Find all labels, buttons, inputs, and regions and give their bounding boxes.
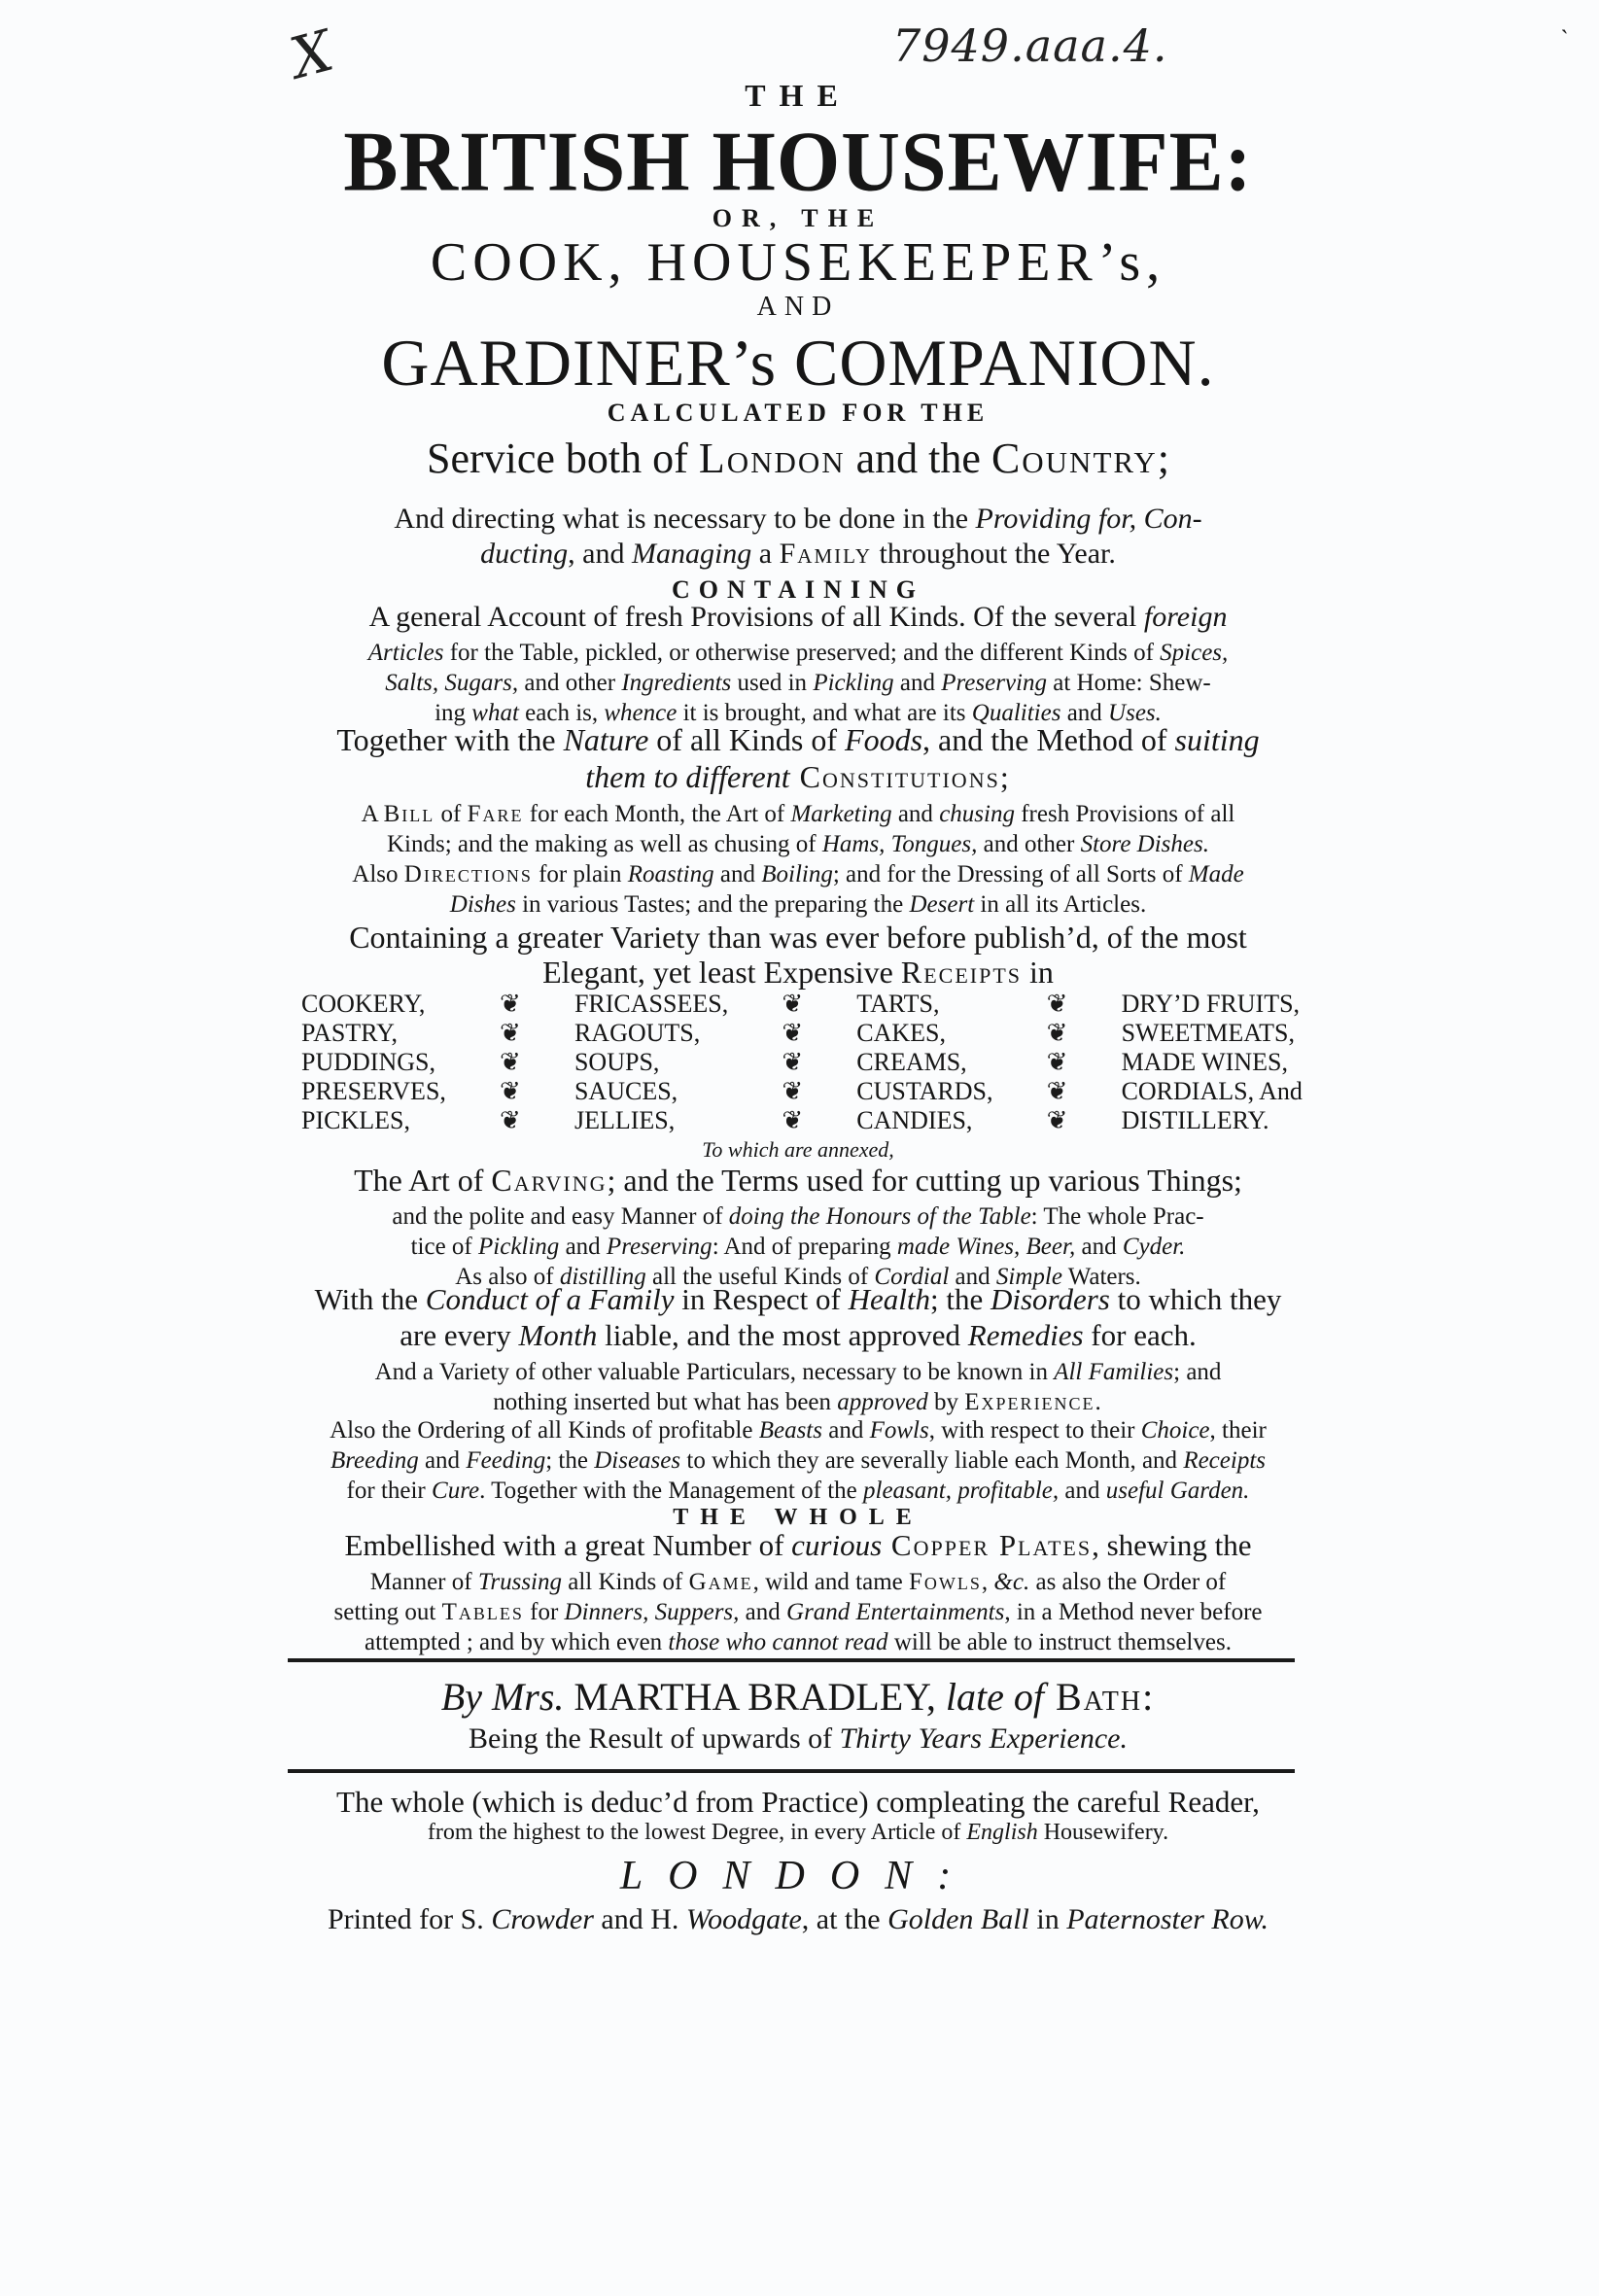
paragraph-line — [282, 1232, 1314, 1262]
text: Beasts — [758, 1417, 822, 1444]
text: for — [523, 1599, 565, 1625]
the-whole-heading: THE WHOLE — [673, 1505, 923, 1530]
recipe-item: CUSTARDS, — [856, 1077, 993, 1105]
variety-paragraph — [282, 1357, 1314, 1417]
text: As also of — [455, 1264, 560, 1290]
text: Articles — [367, 640, 444, 666]
recipe-item: FRICASSEES, — [574, 990, 729, 1018]
recipe-item: CAKES, — [856, 1019, 947, 1047]
text: throughout the Year. — [872, 538, 1116, 570]
title-cook: COOK, HOUSEKEEPER’s, — [430, 232, 1166, 293]
text: for their — [346, 1478, 433, 1504]
paragraph-line — [282, 829, 1314, 859]
text: Crowder — [491, 1903, 594, 1935]
text: attempted ; and by which even — [365, 1629, 669, 1655]
text: will be able to instruct themselves. — [887, 1629, 1232, 1655]
text: Embellished with a great Number of — [344, 1528, 792, 1562]
text: by — [927, 1389, 965, 1415]
paragraph-line — [282, 638, 1314, 668]
text: , — [981, 1569, 994, 1595]
title-or-the: OR, THE — [712, 204, 885, 232]
text: for plain — [532, 861, 628, 887]
text: Tables — [441, 1599, 524, 1625]
paragraph-line — [282, 1627, 1314, 1657]
text: in various Tastes; and the preparing the — [515, 891, 910, 918]
text: curious — [791, 1528, 883, 1562]
text: Feeding — [466, 1447, 546, 1474]
text: nothing inserted but what has been — [493, 1389, 838, 1415]
text: in all its Articles. — [974, 891, 1147, 918]
fleuron-icon: ❦ — [500, 990, 521, 1018]
text: and — [1060, 700, 1109, 726]
recipe-item: DISTILLERY. — [1121, 1106, 1269, 1134]
together-paragraph — [282, 721, 1314, 795]
paragraph-line — [282, 721, 1314, 758]
text: liable, and the most approved — [597, 1318, 968, 1352]
text: ; the — [929, 1282, 991, 1316]
text: Paternoster Row. — [1066, 1903, 1269, 1935]
text: Bath: — [1043, 1675, 1156, 1719]
text: Remedies — [967, 1318, 1084, 1352]
text: Experience. — [964, 1389, 1103, 1415]
text: doing the Honours of the Table — [728, 1203, 1031, 1230]
text: Country — [991, 435, 1158, 482]
text: Made — [1188, 861, 1244, 887]
text: of — [435, 801, 468, 827]
text: and other — [977, 831, 1081, 857]
containing-heading: CONTAINING — [672, 575, 924, 604]
text: tice of — [410, 1234, 478, 1260]
paragraph-line — [282, 1387, 1314, 1417]
text: Roasting — [627, 861, 714, 887]
paragraph-line — [282, 1597, 1314, 1627]
text: Thirty Years Experience. — [839, 1722, 1128, 1755]
recipe-item: RAGOUTS, — [574, 1019, 701, 1047]
recipe-item: SAUCES, — [574, 1077, 678, 1105]
text: Receipts — [1183, 1447, 1266, 1474]
fleuron-icon: ❦ — [500, 1077, 521, 1105]
text: from the highest to the lowest Degree, in every Article of — [427, 1820, 967, 1845]
text: used in — [731, 670, 814, 696]
text: Uses. — [1108, 700, 1162, 726]
recipe-item: JELLIES, — [574, 1106, 676, 1134]
text: made Wines, Beer, — [896, 1234, 1076, 1260]
handwritten-tick: ˎ — [1560, 6, 1569, 35]
paragraph-line — [282, 1201, 1314, 1232]
fleuron-icon: ❦ — [1046, 990, 1068, 1018]
recipe-item: PUDDINGS, — [301, 1048, 435, 1076]
paragraph-line — [282, 955, 1314, 990]
text: By Mrs. — [440, 1675, 565, 1719]
text: Nature — [563, 722, 649, 757]
text: Service both of — [427, 435, 699, 482]
fleuron-icon: ❦ — [500, 1048, 521, 1076]
embellished-paragraph — [282, 1567, 1314, 1657]
text: Conduct of a Family — [425, 1282, 675, 1316]
text: A — [361, 801, 384, 827]
experience-line — [282, 1722, 1314, 1756]
text: of all Kinds of — [648, 722, 846, 757]
text: Simple — [995, 1264, 1062, 1290]
text: a — [751, 538, 780, 570]
text: Dinners, Suppers, — [564, 1599, 740, 1625]
text: Spices, — [1160, 640, 1229, 666]
recipe-item: PICKLES, — [301, 1106, 410, 1134]
general-account-line — [282, 601, 1314, 634]
paragraph-line — [282, 1281, 1314, 1317]
imprint-place: LONDON: — [619, 1854, 977, 1898]
text: Printed for S. — [327, 1903, 492, 1935]
text: Golden Ball — [887, 1903, 1029, 1935]
text: Breeding — [330, 1447, 419, 1474]
recipe-column — [856, 990, 992, 1135]
text: in — [1028, 1903, 1067, 1935]
carving-line — [282, 1163, 1314, 1199]
text: Cyder. — [1122, 1234, 1186, 1260]
text: Carving — [491, 1163, 608, 1198]
text: whence — [604, 700, 678, 726]
housewifery-line — [282, 1820, 1314, 1846]
paragraph-line — [282, 859, 1314, 889]
paragraph-line — [282, 1476, 1314, 1506]
text: what — [471, 700, 519, 726]
handwritten-shelfmark: 7949.aaa.4. — [892, 19, 1168, 72]
text: and — [949, 1264, 996, 1290]
text: Also — [352, 861, 404, 887]
text: all Kinds of — [562, 1569, 689, 1595]
text: Directions — [403, 861, 533, 887]
text: Pickling — [813, 670, 894, 696]
text: Managing — [631, 538, 752, 570]
text: to which they — [1109, 1282, 1282, 1316]
paragraph-line — [282, 1357, 1314, 1387]
fleuron-icon: ❦ — [782, 990, 804, 1018]
text: and — [893, 670, 942, 696]
paragraph-line — [282, 668, 1314, 698]
text: and — [891, 801, 940, 827]
text: and — [1059, 1478, 1106, 1504]
text: approved — [837, 1389, 928, 1415]
text: ducting — [480, 538, 569, 570]
text: Marketing — [790, 801, 892, 827]
text: Constitutions; — [789, 759, 1011, 794]
text: , and the Method of — [922, 722, 1175, 757]
text: Game — [688, 1569, 753, 1595]
recipe-column — [574, 990, 728, 1135]
text: are every — [400, 1318, 519, 1352]
text: All Families — [1054, 1359, 1174, 1385]
text: for the Table, pickled, or otherwise preserved; and the different Kinds of — [443, 640, 1161, 666]
paragraph-line — [282, 1567, 1314, 1597]
paragraph-line — [282, 1415, 1314, 1445]
paragraph-line — [282, 537, 1314, 572]
text: fresh Provisions of all — [1014, 801, 1235, 827]
text: for each. — [1083, 1318, 1197, 1352]
text: and other — [518, 670, 622, 696]
text: ; — [1157, 435, 1169, 482]
text: to which they are severally liable each Month, and — [680, 1447, 1184, 1474]
text: The Art of — [354, 1163, 492, 1198]
fleuron-icon: ❦ — [782, 1019, 804, 1047]
text: them to different — [585, 759, 790, 794]
text: late of — [945, 1675, 1044, 1719]
text: : And of preparing — [712, 1234, 897, 1260]
text: and — [713, 861, 762, 887]
annexed-line: To which are annexed, — [702, 1137, 894, 1162]
service-line — [282, 434, 1314, 483]
recipe-item: SWEETMEATS, — [1121, 1019, 1295, 1047]
text: it is brought, and what are its — [677, 700, 972, 726]
text: pleasant, profitable, — [863, 1478, 1060, 1504]
text: useful Garden. — [1105, 1478, 1250, 1504]
fleuron-icon: ❦ — [782, 1077, 804, 1105]
text: Manner of — [369, 1569, 478, 1595]
text: Disorders — [990, 1282, 1110, 1316]
recipe-item: CANDIES, — [856, 1106, 973, 1134]
paragraph-line — [282, 799, 1314, 829]
text: Copper Plates — [882, 1528, 1093, 1562]
text: Month — [518, 1318, 598, 1352]
recipe-item: DRY’D FRUITS, — [1121, 990, 1301, 1018]
text: Also the Ordering of all Kinds of profitable — [330, 1417, 759, 1444]
text: all the useful Kinds of — [645, 1264, 875, 1290]
recipe-item: COOKERY, — [301, 990, 426, 1018]
text: in — [1022, 955, 1054, 990]
text: Pickling — [478, 1234, 560, 1260]
recipe-item: MADE WINES, — [1121, 1048, 1288, 1076]
text: ; the — [545, 1447, 595, 1474]
text: Grand Entertainments — [786, 1599, 1005, 1625]
text: ; and the Terms used for cutting up various Things; — [607, 1163, 1242, 1198]
fleuron-ornament-column — [496, 990, 525, 1135]
recipe-item: CORDIALS, And — [1121, 1077, 1303, 1105]
text: Choice — [1140, 1417, 1210, 1444]
text: Boiling — [761, 861, 833, 887]
divider-rule — [288, 1769, 1295, 1773]
text: London — [698, 435, 846, 482]
text: Health — [848, 1282, 930, 1316]
text: : The whole Prac- — [1030, 1203, 1204, 1230]
text: ; and — [1173, 1359, 1222, 1385]
fleuron-icon: ❦ — [500, 1106, 521, 1134]
text: English — [966, 1820, 1038, 1845]
text: foreign — [1143, 601, 1228, 633]
text: and — [418, 1447, 467, 1474]
containing-variety-paragraph — [282, 920, 1314, 990]
fleuron-icon: ❦ — [782, 1048, 804, 1076]
fleuron-icon: ❦ — [1046, 1106, 1068, 1134]
calculated-heading: CALCULATED FOR THE — [607, 399, 990, 427]
recipe-item: TARTS, — [856, 990, 940, 1018]
text: And a Variety of other valuable Particulars, necessary to be known in — [374, 1359, 1055, 1385]
paragraph-line — [282, 758, 1314, 795]
fleuron-icon: ❦ — [1046, 1077, 1068, 1105]
text: Cordial — [874, 1264, 950, 1290]
text: , at the — [801, 1903, 888, 1935]
text: Fare — [467, 801, 524, 827]
recipe-column — [301, 990, 446, 1135]
text: chusing — [939, 801, 1015, 827]
text: each is, — [518, 700, 605, 726]
text: , with respect to their — [928, 1417, 1141, 1444]
main-title: BRITISH HOUSEWIFE: — [343, 114, 1253, 210]
text: Woodgate — [685, 1903, 802, 1935]
text: Fowls — [869, 1417, 929, 1444]
text: Providing for, Con- — [975, 503, 1202, 535]
title-gardiner: GARDINER’s COMPANION. — [381, 326, 1215, 400]
text: distilling — [559, 1264, 646, 1290]
divider-rule — [288, 1658, 1295, 1662]
text: Desert — [909, 891, 975, 918]
text: Housewifery. — [1037, 1820, 1169, 1845]
directing-paragraph — [282, 502, 1314, 572]
text: as also the Order of — [1029, 1569, 1227, 1595]
text: and the — [845, 435, 991, 482]
text: Together with the — [336, 722, 564, 757]
paragraph-line: Containing a greater Variety than was ever before publish’d, of the most — [349, 920, 1247, 955]
text: , and — [568, 538, 632, 570]
handwritten-mark: X — [283, 17, 340, 92]
text: and — [559, 1234, 607, 1260]
deduced-line: The whole (which is deduc’d from Practice) compleating the careful Reader, — [336, 1785, 1260, 1819]
text: , wild and tame — [752, 1569, 910, 1595]
text: ; and for the Dressing of all Sorts of — [832, 861, 1189, 887]
paragraph-line — [282, 1317, 1314, 1353]
text: suiting — [1174, 722, 1260, 757]
ordering-paragraph — [282, 1415, 1314, 1506]
text: Kinds; and the making as well as chusing of — [387, 831, 822, 857]
fleuron-icon: ❦ — [1046, 1019, 1068, 1047]
author-line — [282, 1674, 1314, 1720]
recipe-item: SOUPS, — [574, 1048, 660, 1076]
text: and — [821, 1417, 870, 1444]
text: Store Dishes. — [1080, 831, 1209, 857]
text: Foods — [845, 722, 923, 757]
bill-of-fare-paragraph — [282, 799, 1314, 859]
fleuron-icon: ❦ — [782, 1106, 804, 1134]
directions-paragraph — [282, 859, 1314, 920]
text: , in a Method never before — [1004, 1599, 1263, 1625]
fleuron-ornament-column — [778, 990, 807, 1135]
text: With the — [314, 1282, 426, 1316]
paragraph-line — [282, 1445, 1314, 1476]
imprint-printer — [282, 1903, 1314, 1936]
text: and the polite and easy Manner of — [392, 1203, 729, 1230]
text: and — [1075, 1234, 1123, 1260]
text: &c. — [993, 1569, 1030, 1595]
text: , their — [1209, 1417, 1267, 1444]
recipe-item: PASTRY, — [301, 1019, 399, 1047]
text: in Respect of — [674, 1282, 849, 1316]
text: , shewing the — [1092, 1528, 1252, 1562]
fleuron-icon: ❦ — [500, 1019, 521, 1047]
recipe-column — [1122, 990, 1303, 1135]
fleuron-ornament-column — [1043, 990, 1072, 1135]
text: Bill — [383, 801, 435, 827]
text: Being the Result of upwards of — [469, 1722, 840, 1755]
title-the: THE — [745, 78, 852, 113]
text: Elegant, yet least Expensive — [542, 955, 901, 990]
text: Diseases — [594, 1447, 681, 1474]
title-and: AND — [756, 292, 840, 322]
text: Trussing — [477, 1569, 563, 1595]
recipe-columns — [301, 990, 1303, 1135]
text: And directing what is necessary to be done in the — [394, 503, 976, 535]
text: setting out — [333, 1599, 442, 1625]
text: A general Account of fresh Provisions of all Kinds. Of the several — [368, 601, 1144, 633]
text: Fowls — [909, 1569, 982, 1595]
text: Waters. — [1061, 1264, 1141, 1290]
text: and H. — [593, 1903, 686, 1935]
text: and — [739, 1599, 787, 1625]
text: ing — [435, 700, 472, 726]
fleuron-icon: ❦ — [1046, 1048, 1068, 1076]
text: Family — [779, 538, 873, 570]
recipe-item: CREAMS, — [856, 1048, 967, 1076]
text: MARTHA BRADLEY, — [564, 1675, 946, 1719]
embellished-line — [282, 1528, 1314, 1563]
text: Dishes — [449, 891, 516, 918]
text: . Together with the Management of the — [479, 1478, 863, 1504]
text: Receipts — [900, 955, 1022, 990]
paragraph-line — [282, 889, 1314, 920]
text: those who cannot read — [668, 1629, 888, 1655]
carving-paragraph — [282, 1201, 1314, 1292]
text: Qualities — [971, 700, 1061, 726]
text: Hams, Tongues, — [821, 831, 978, 857]
text: Preserving — [606, 1234, 713, 1260]
paragraph-line — [282, 502, 1314, 537]
conduct-paragraph — [282, 1281, 1314, 1353]
text: at Home: Shew- — [1047, 670, 1211, 696]
recipe-item: PRESERVES, — [301, 1077, 446, 1105]
text: Preserving — [941, 670, 1047, 696]
text: Cure — [432, 1478, 480, 1504]
general-account-paragraph — [282, 638, 1314, 728]
text: Ingredients — [621, 670, 732, 696]
text: for each Month, the Art of — [523, 801, 791, 827]
text: Salts, Sugars, — [385, 670, 519, 696]
